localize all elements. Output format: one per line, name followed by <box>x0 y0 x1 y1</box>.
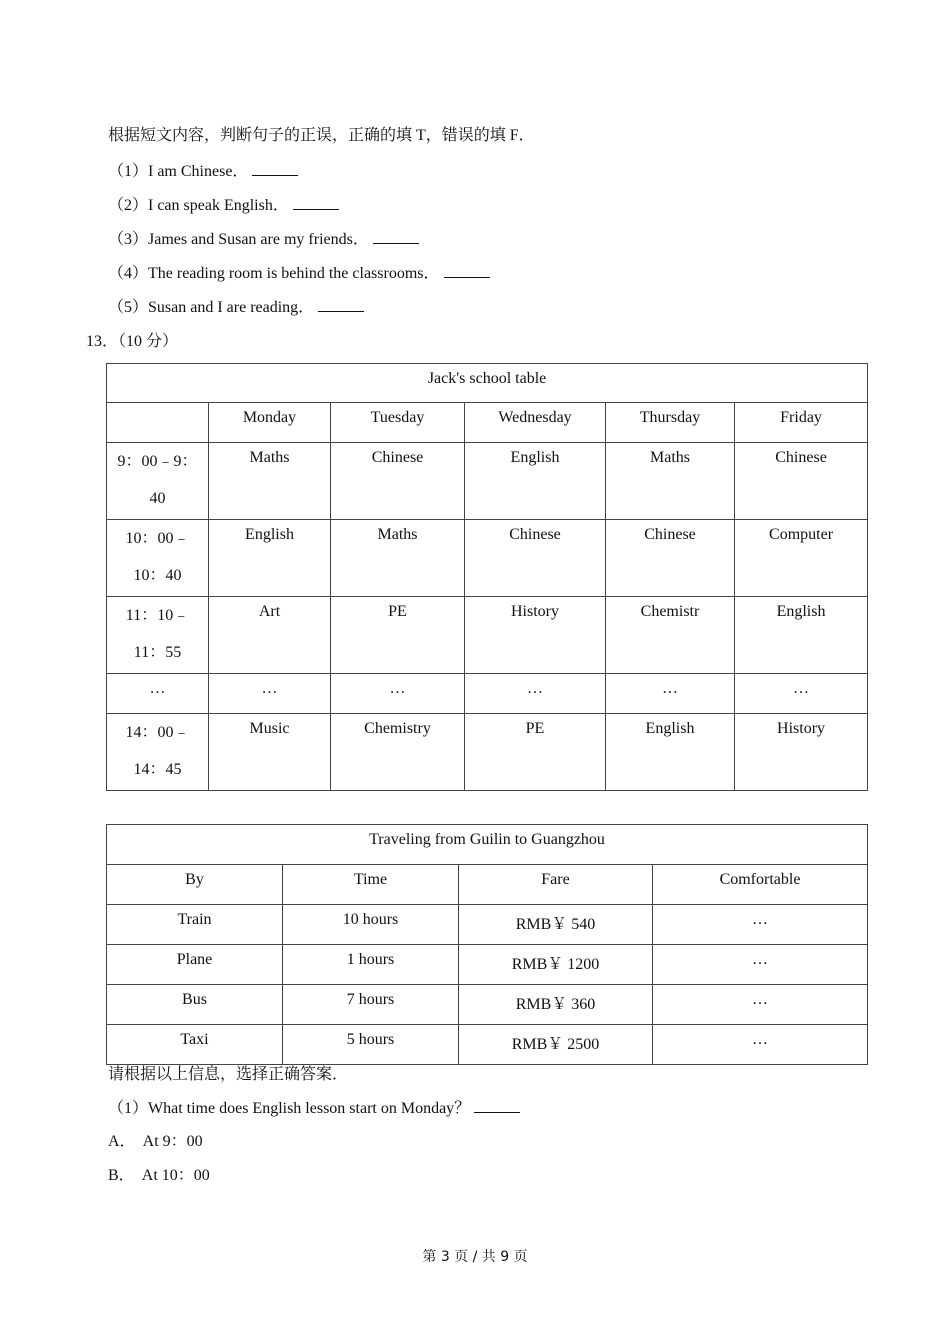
subject-cell: Music <box>209 714 331 791</box>
subject-cell: Computer <box>735 520 868 597</box>
table-row <box>107 945 868 985</box>
question-text: （1）What time does English lesson start on Monday？ <box>108 1100 471 1117</box>
answer-blank[interactable] <box>293 195 339 210</box>
subject-cell: Maths <box>331 520 465 597</box>
subject-cell: English <box>606 714 735 791</box>
time-start: 14：00﹣ <box>125 724 190 741</box>
subject-cell: … <box>209 674 331 714</box>
table-row <box>107 1025 868 1065</box>
table-cell: … <box>653 905 868 945</box>
subject-cell: Art <box>209 597 331 674</box>
column-header: By <box>107 865 283 905</box>
day-header: Tuesday <box>331 403 465 443</box>
subject-cell: Chinese <box>606 520 735 597</box>
time-end: 40 <box>149 490 166 507</box>
table-row <box>107 443 868 520</box>
tf-item-3 <box>108 229 419 250</box>
subject-cell: Maths <box>209 443 331 520</box>
answer-blank[interactable] <box>318 297 364 312</box>
tf-item-4 <box>108 263 490 284</box>
subject-cell: History <box>465 597 606 674</box>
time-start: 11：10﹣ <box>125 607 190 624</box>
subject-cell: Chinese <box>735 443 868 520</box>
tf-item-text: （4）The reading room is behind the classrooms． <box>108 265 440 282</box>
column-header: Time <box>283 865 459 905</box>
time-cell <box>107 443 209 520</box>
subject-cell: English <box>209 520 331 597</box>
table-cell: RMB￥ 540 <box>459 905 653 945</box>
section12-instruction: 根据短文内容，判断句子的正误，正确的填 T，错误的填 F． <box>108 127 535 144</box>
subject-cell: English <box>735 597 868 674</box>
time-cell <box>107 597 209 674</box>
table-cell: … <box>653 985 868 1025</box>
table-cell: 1 hours <box>283 945 459 985</box>
subject-cell: PE <box>331 597 465 674</box>
subject-cell: PE <box>465 714 606 791</box>
schedule-header-row <box>107 403 868 443</box>
tf-item-text: （3）James and Susan are my friends． <box>108 231 369 248</box>
table-cell: 7 hours <box>283 985 459 1025</box>
subject-cell: Maths <box>606 443 735 520</box>
subject-cell: Chemistry <box>331 714 465 791</box>
table-cell: RMB￥ 360 <box>459 985 653 1025</box>
tf-item-text: （1）I am Chinese． <box>108 163 249 180</box>
answer-blank[interactable] <box>373 229 419 244</box>
travel-title: Traveling from Guilin to Guangzhou <box>107 825 868 865</box>
table-row <box>107 905 868 945</box>
table-cell: 10 hours <box>283 905 459 945</box>
tf-item-text: （2）I can speak English． <box>108 197 289 214</box>
table-cell: … <box>653 1025 868 1065</box>
time-start: 10：00﹣ <box>125 530 190 547</box>
subject-cell: Chemistr <box>606 597 735 674</box>
answer-blank[interactable] <box>444 263 490 278</box>
table-cell: Bus <box>107 985 283 1025</box>
time-end: 11：55 <box>133 644 182 661</box>
travel-table <box>106 824 868 1065</box>
question-number: 13．（10 分） <box>86 333 179 350</box>
schedule-title: Jack's school table <box>107 364 868 403</box>
table-cell: Taxi <box>107 1025 283 1065</box>
subject-cell: History <box>735 714 868 791</box>
table-cell: RMB￥ 2500 <box>459 1025 653 1065</box>
time-end: 10：40 <box>133 567 182 584</box>
subject-cell: … <box>606 674 735 714</box>
table-cell: RMB￥ 1200 <box>459 945 653 985</box>
answer-blank[interactable] <box>252 161 298 176</box>
table-row <box>107 714 868 791</box>
school-schedule-table <box>106 363 868 791</box>
table-row <box>107 520 868 597</box>
section13-instruction: 请根据以上信息，选择正确答案． <box>108 1066 349 1083</box>
tf-item-text: （5）Susan and I are reading． <box>108 299 315 316</box>
day-header: Friday <box>735 403 868 443</box>
table-row <box>107 674 868 714</box>
table-cell: … <box>653 945 868 985</box>
day-header: Wednesday <box>465 403 606 443</box>
column-header: Fare <box>459 865 653 905</box>
subject-cell: English <box>465 443 606 520</box>
table-row <box>107 597 868 674</box>
subject-cell: … <box>735 674 868 714</box>
subject-cell: Chinese <box>465 520 606 597</box>
option-b[interactable]: B． At 10：00 <box>108 1167 210 1184</box>
tf-item-2 <box>108 195 339 216</box>
tf-item-1 <box>108 161 298 182</box>
day-header: Monday <box>209 403 331 443</box>
time-start: 9：00﹣9： <box>117 453 198 470</box>
corner-cell <box>107 403 209 443</box>
column-header: Comfortable <box>653 865 868 905</box>
table-cell: Train <box>107 905 283 945</box>
time-cell: … <box>107 674 209 714</box>
time-end: 14：45 <box>133 761 182 778</box>
time-cell <box>107 520 209 597</box>
answer-blank[interactable] <box>474 1098 520 1113</box>
question-1 <box>108 1098 520 1119</box>
subject-cell: … <box>331 674 465 714</box>
time-cell <box>107 714 209 791</box>
subject-cell: … <box>465 674 606 714</box>
table-cell: 5 hours <box>283 1025 459 1065</box>
page-footer: 第 3 页 / 共 9 页 <box>422 1249 528 1265</box>
subject-cell: Chinese <box>331 443 465 520</box>
day-header: Thursday <box>606 403 735 443</box>
option-a[interactable]: A． At 9：00 <box>108 1133 203 1150</box>
table-row <box>107 985 868 1025</box>
tf-item-5 <box>108 297 364 318</box>
table-cell: Plane <box>107 945 283 985</box>
travel-header-row <box>107 865 868 905</box>
